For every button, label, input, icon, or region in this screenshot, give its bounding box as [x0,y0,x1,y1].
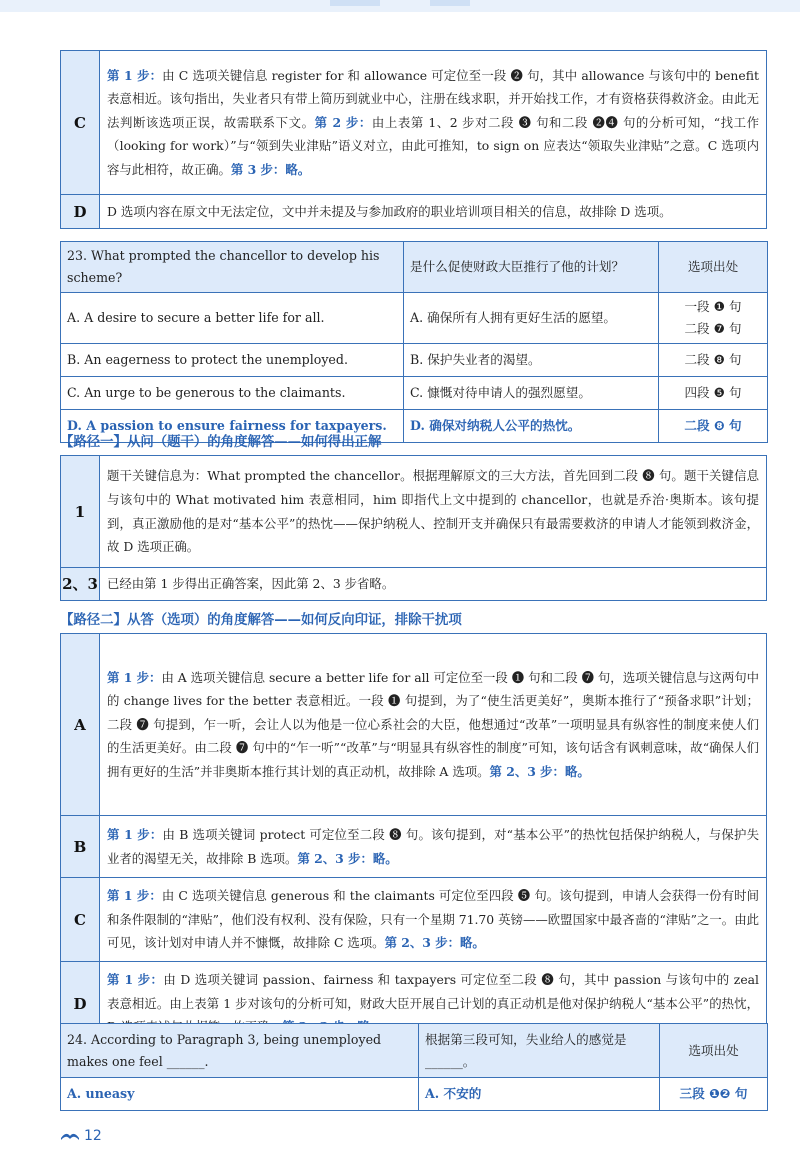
option-label: A [61,634,100,816]
correct-option-english: A. uneasy [61,1078,419,1111]
question-24-table [60,1023,768,1111]
analysis-text: 由 A 选项关键信息 secure a better life for all 可定位至一段 ❶ 句和二段 ❼ 句，选项关键信息与这两句中的 change lives for the better 表意相近。一段 ❶ 句提到，为了“使生活更美好”，奥斯本推行了“预备求职”计划；二段 ❼ 句提到，乍一听，会让人以为他是一位心系社会的大臣，他想通过“改革”一项明显具有纵容性的制度来使人们的生活更美好。由二段 ❼ 句中的“乍一听”“改革”与“明显具有纵容性的制度”可知，该句话含有讽刺意味，故“确保人们拥有更好的生活”并非奥斯本推行其计划的真正动机，故排除 A 选项。 [107,669,760,779]
path-one-table [60,455,767,601]
step-one-analysis: 题干关键信息为：What prompted the chancellor。根据理解原文的三大方法，首先回到二段 ❽ 句。题干关键信息与该句中的 What motivated him 表意相同，him 即指代上文中提到的 chancellor，也就是乔治·奥斯本。该句提到，真正激励他的是对“基本公平”的热忱——保护纳税人、控制开支并确保只有最需要救济的申请人才能领到救济金，故 D 选项正确。 [100,456,767,568]
steps-two-three-note: 已经由第 1 步得出正确答案，因此第 2、3 步省略。 [100,568,767,601]
step-label: 第 3 步： [230,161,286,177]
analysis-text: 由上表第 1、2 步对二段 ❸ 句和二段 ❷❹ 句的分析可知，“找工作（looking for work）”与“领到失业津贴”语义对立，由此可推知，to sign on 应表达“领取失业津贴”之意。C 选项内容与此相符，故正确。 [107,114,760,177]
option-chinese: B. 保护失业者的渴望。 [404,344,659,377]
path-one-heading: 【路径一】从问（题干）的角度解答——如何得出正解 [60,435,382,450]
analysis-text: 由 D 选项关键词 passion、fairness 和 taxpayers 可定位至二段 ❽ 句，其中 passion 与该句中的 zeal 表意相近。由上表第 1 步对该句的分析可知，财政大臣开展自己计划的真正动机是他对保护纳税人“基本公平”的热忱， [107,972,760,1011]
correct-option-english: D. A passion to ensure fairness for taxpayers. [61,410,404,443]
analysis-text: 由 B 选项关键词 protect 可定位至二段 ❽ 句。该句提到，对“基本公平”的热忱包括保护纳税人，与保护失业者的渴望无关，故排除 B 选项。 [107,826,760,866]
step-label: 第 2 步： [314,114,372,130]
option-label: C [61,51,100,195]
option-chinese: C. 慷慨对待申请人的强烈愿望。 [404,377,659,410]
step-label: 第 1 步： [107,67,163,83]
page-number: 12 [84,1128,102,1144]
step-label: 第 2、3 步： [384,935,460,951]
question-chinese: 是什么促使财政大臣推行了他的计划？ [404,242,659,293]
correct-option-source: 二段 ❽ 句 [659,410,768,443]
question-english: 24. According to Paragraph 3, being unemployed makes one feel ______. [61,1024,419,1078]
step-label: 第 2、3 步： [489,763,565,779]
analysis-table-top [60,50,767,229]
option-english: B. An eagerness to protect the unemployed. [61,344,404,377]
option-label: C [61,878,100,962]
step-label: 第 1 步： [107,972,164,988]
option-label: D [61,962,100,1046]
page-footer [60,1128,102,1144]
step-label: 第 2、3 步： [297,850,373,866]
step-label: 第 1 步： [107,669,162,685]
analysis-text: 略。 [564,763,590,779]
step-label: 第 1 步： [107,888,162,904]
option-label: D [61,195,100,229]
analysis-text: 由 C 选项关键信息 generous 和 the claimants 可定位至四段 ❺ 句。该句提到，申请人会获得一份有时间和条件限制的“津贴”，他们没有权利、没有保险，只有一个星期 71.70 英镑——欧盟国家中最吝啬的“津贴”之一。由此可见，该计划对申请人并不慷慨，故排除 C 选项。 [107,888,759,951]
analysis-text: 略。 [285,161,311,177]
path-two-table [60,633,767,1046]
source-line: 一段 ❶ 句 [684,299,742,314]
source-line: 二段 ❼ 句 [684,321,742,336]
question-23-table [60,241,768,443]
analysis-text: 由 C 选项关键信息 register for 和 allowance 可定位至一段 ❷ 句，其中 allowance 与该句中的 benefit 表意相近。该句指出，失业者只有带上简历到就业中心，注册在线求职，并开始找工作，才有资格获得救济金。由此无法判断该选项正误，故需联系下文。 [107,67,759,130]
source-header: 选项出处 [660,1024,768,1078]
correct-option-chinese: D. 确保对纳税人公平的热忱。 [404,410,659,443]
option-source: 二段 ❽ 句 [659,344,768,377]
option-english: A. A desire to secure a better life for all. [61,293,404,344]
option-source [659,293,768,344]
option-b-analysis [100,816,767,878]
option-source: 四段 ❺ 句 [659,377,768,410]
top-decoration [0,0,800,12]
analysis-text: 略。 [460,935,485,951]
path-two-heading: 【路径二】从答（选项）的角度解答——如何反向印证，排除干扰项 [60,613,462,628]
step-number: 2、3 [61,568,100,601]
option-english: C. An urge to be generous to the claimants. [61,377,404,410]
option-label: B [61,816,100,878]
question-english: 23. What prompted the chancellor to develop his scheme? [61,242,404,293]
book-page-icon [60,1129,80,1141]
option-a-analysis [100,634,767,816]
option-chinese: A. 确保所有人拥有更好生活的愿望。 [404,293,659,344]
correct-option-source: 三段 ❶❷ 句 [660,1078,768,1111]
analysis-text: 略。 [372,850,398,866]
option-c-analysis [100,878,767,962]
option-d-analysis: D 选项内容在原文中无法定位，文中并未提及与参加政府的职业培训项目相关的信息，故排除 D 选项。 [100,195,767,229]
question-chinese: 根据第三段可知，失业给人的感觉是______。 [419,1024,660,1078]
source-header: 选项出处 [659,242,768,293]
correct-option-chinese: A. 不安的 [419,1078,660,1111]
option-c-analysis [100,51,767,195]
step-label: 第 1 步： [107,826,163,842]
step-number: 1 [61,456,100,568]
